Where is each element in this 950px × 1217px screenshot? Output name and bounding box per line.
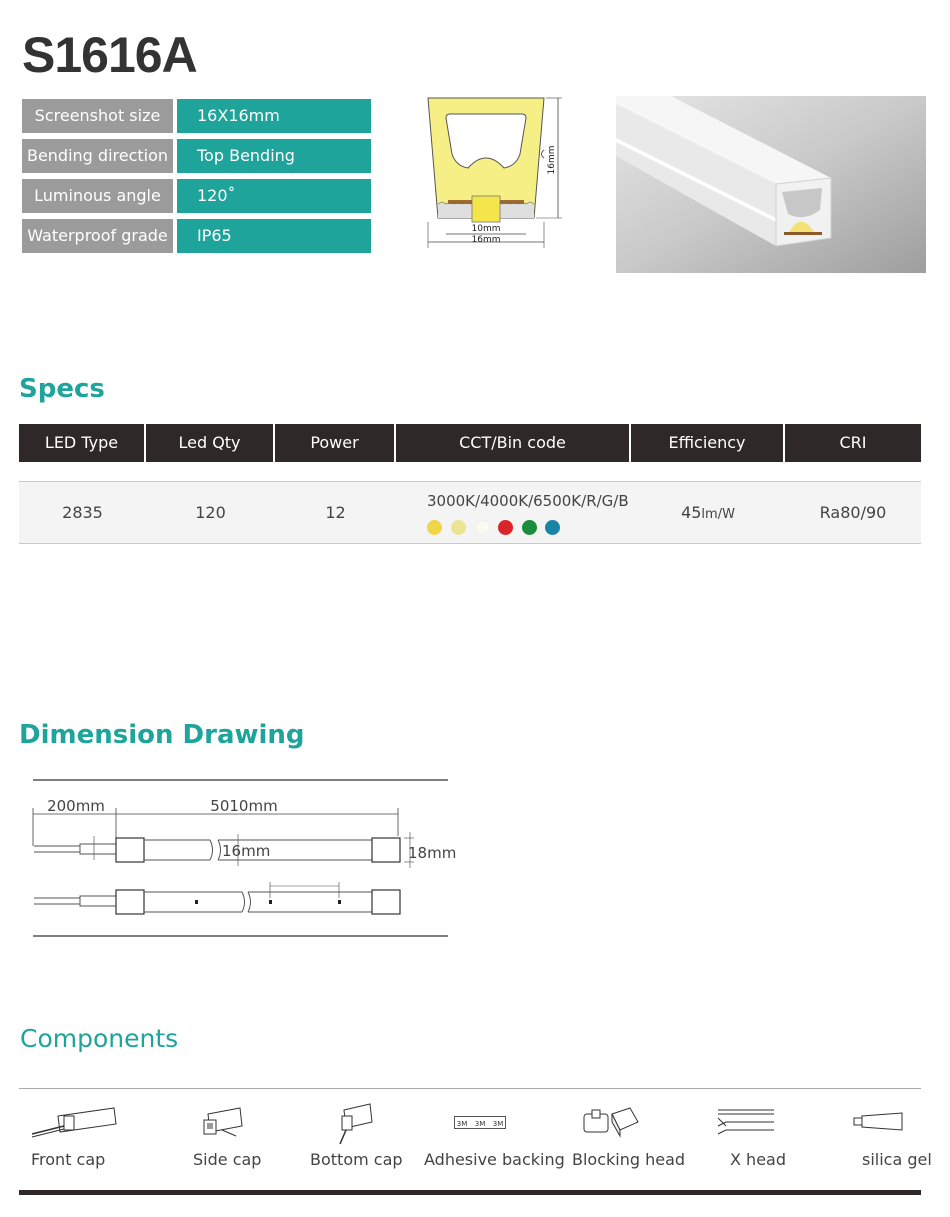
efficiency-value: 45 — [681, 503, 702, 522]
product-title: S1616A — [22, 27, 197, 83]
adhesive-mark: 3M — [456, 1120, 468, 1128]
cell-power: 12 — [325, 503, 346, 522]
dimension-drawing — [20, 770, 470, 945]
adhesive-mark: 3M — [474, 1120, 486, 1128]
specs-table-header — [19, 424, 921, 462]
column-header: Led Qty — [146, 424, 275, 462]
side-cap-icon — [200, 1104, 246, 1140]
cell-efficiency — [631, 482, 785, 543]
cct-color-dot — [498, 520, 513, 535]
cell-cct: 3000K/4000K/6500K/R/G/B — [427, 492, 629, 510]
specs-section-title: Specs — [19, 374, 105, 404]
components-section-title: Components — [20, 1024, 179, 1053]
inner-dimension-label: 10mm — [471, 224, 501, 234]
bottom-rule — [19, 1190, 921, 1195]
cell-led-type: 2835 — [62, 503, 103, 522]
end-height-label: 18mm — [408, 844, 457, 862]
height-dimension-label: 16mm — [547, 145, 557, 175]
cell-cri: Ra80/90 — [819, 503, 887, 522]
property-value: 120˚ — [177, 179, 371, 213]
column-header: Efficiency — [631, 424, 785, 462]
efficiency-unit: lm/W — [701, 507, 735, 522]
front-cap-icon — [28, 1102, 120, 1142]
component-label: Blocking head — [572, 1150, 686, 1169]
component-label: Side cap — [193, 1150, 262, 1169]
silica-gel-icon — [852, 1112, 906, 1132]
bottom-cap-icon — [336, 1102, 376, 1146]
property-label: Screenshot size — [22, 99, 173, 133]
property-label: Waterproof grade — [22, 219, 173, 253]
cct-color-dot — [427, 520, 442, 535]
property-label: Luminous angle — [22, 179, 173, 213]
product-photo — [616, 96, 926, 273]
x-head-icon — [714, 1104, 778, 1140]
cell-led-qty: 120 — [195, 503, 226, 522]
adhesive-backing-icon — [454, 1116, 506, 1129]
dimension-section-title: Dimension Drawing — [19, 720, 305, 750]
property-label: Bending direction — [22, 139, 173, 173]
cct-color-dot — [522, 520, 537, 535]
column-header: Power — [275, 424, 396, 462]
total-length-label: 5010mm — [210, 797, 278, 815]
cct-color-dot — [545, 520, 560, 535]
column-header: CRI — [839, 433, 867, 452]
component-label: Front cap — [31, 1150, 106, 1169]
column-header: CCT/Bin code — [396, 424, 631, 462]
column-header: LED Type — [19, 424, 146, 462]
cct-color-dot — [475, 520, 490, 535]
blocking-head-icon — [582, 1106, 640, 1138]
component-label: Bottom cap — [310, 1150, 403, 1169]
components-divider — [19, 1088, 921, 1089]
component-label: Adhesive backing — [424, 1150, 565, 1169]
component-label: X head — [730, 1150, 786, 1169]
property-value: IP65 — [177, 219, 371, 253]
cross-section-drawing — [420, 92, 570, 252]
property-value: 16X16mm — [177, 99, 371, 133]
cct-color-dot — [451, 520, 466, 535]
property-value: Top Bending — [177, 139, 371, 173]
table-row — [19, 481, 921, 544]
width-dimension-label: 16mm — [471, 235, 501, 245]
profile-height-label: 16mm — [222, 842, 271, 860]
lead-length-label: 200mm — [47, 797, 105, 815]
component-label: silica gel — [862, 1150, 932, 1169]
adhesive-mark: 3M — [492, 1120, 504, 1128]
